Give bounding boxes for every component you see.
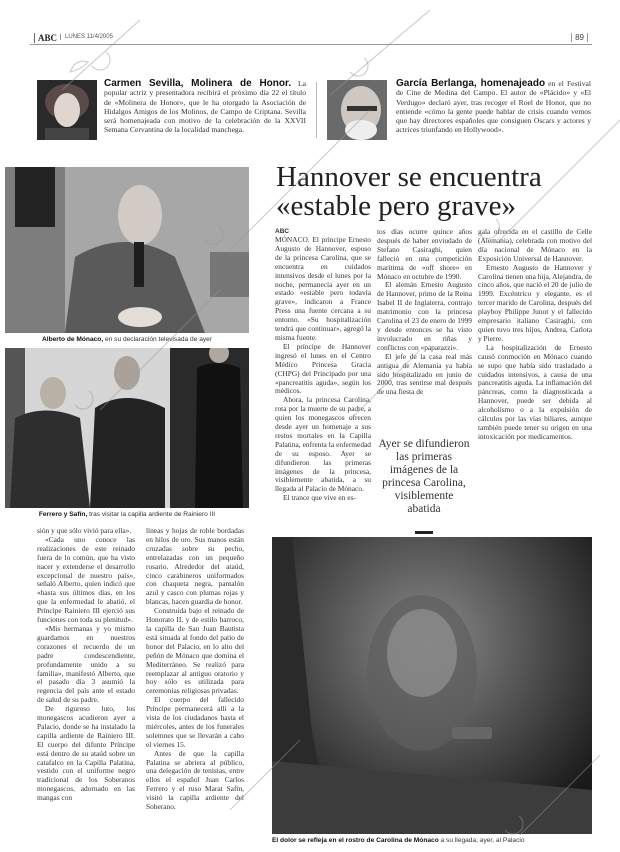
- paragraph: MÓNACO. El príncipe Ernesto Augusto de Hannover, esposo de la princesa Carolina, que se encuentra en cuidados intensivos desde el lunes por la noche, permanecía ayer en un estado «estable pero todavía grave», indicaron a France Press una fuente cercana a su entorno. «Su hospitalización tendrá que continuar», agregó la misma fuente.: [275, 235, 371, 342]
- article-column-2: [377, 228, 472, 397]
- paragraph: Ahora, la princesa Carolina, rota por la muerte de su padre, a quien los monegascos ofrecen desde ayer un homenaje a sus restos mortales en la Capilla Palatina, enfrenta la enfermedad de su esposo. Ayer se difundieron las primeras imágenes de la princesa, visiblemente abatida, a su llegada al Palacio de Mónaco.: [275, 395, 371, 494]
- headline: Hannover se encuentra «estable pero grave»: [276, 161, 542, 222]
- pull-quote-rule: [415, 531, 433, 534]
- brief-title: García Berlanga, homenajeado: [396, 78, 546, 89]
- ferrero-safin-photo: [5, 348, 249, 508]
- brief-garcia-berlanga: [396, 79, 591, 135]
- paragraph: El trance que vive en es-: [283, 493, 356, 503]
- paragraph: Antes de que la capilla Palatina se abriera al público, una delegación de tenistas, entre ellos el español Juan Carlos Ferrero y el ruso Marat Safin, visitó la capilla ardiente del Soberano.: [146, 748, 244, 812]
- brief-carmen-sevilla: [104, 79, 306, 135]
- paragraph: gala ofrecida en el castillo de Celle (Alemania), celebrada con motivo del día nacional de Mónaco en la Exposición Universal de Hannover.: [478, 227, 592, 263]
- issue-date: LUNES 11/4/2005: [60, 34, 113, 40]
- paragraph: La hospitalización de Ernesto causó conmoción en Mónaco cuando se supo que había sido trasladado a cuidados intensivos, a causa de una pancreatitis aguda. La inflamación del páncreas, como la diagnosticada a Hannover, puede ser debida al alcoholismo o a la expulsión de cálculos por las vías biliares, aunque también puede tener su origen en una intoxicación por medicamentos.: [478, 342, 592, 441]
- paragraph: Construida bajo el reinado de Honorato II, y de estilo barroco, la capilla de San Juan Bautista está situada al fondo del patio de honor del Palacio, en lo alto del peñón de Mónaco que domina el Mediterráneo. Se realizó para reemplazar al antiguo oratorio y hoy sólo es utilizada para ceremonias religiosas privadas.: [146, 606, 244, 696]
- paragraph: El alemán Ernesto Augusto de Hannover, primo de la Reina Isabel II de Inglaterra, contrajo matrimonio con la princesa Carolina el 23 de enero de 1999 y desde entonces se ha visto involucrado en riñas y conflictos con «paparazzi».: [377, 280, 472, 352]
- carolina-caption: El dolor se refleja en el rostro de Carolina de Mónaco a su llegada, ayer, al Palacio: [272, 837, 525, 844]
- garcia-berlanga-photo: [327, 80, 387, 140]
- ferrero-safin-caption: Ferrero y Safín, tras visitar la capilla ardiente de Rainiero III: [38, 511, 216, 518]
- alberto-photo: [5, 167, 249, 333]
- alberto-caption: Alberto de Mónaco, en su declaración televisada de ayer: [41, 336, 213, 343]
- page-header: [30, 33, 592, 45]
- paragraph: El príncipe de Hannover ingresó el lunes en el Centro Médico Princesa Gracia (CHPG) del Principado por una «pancreatitis aguda», según los médicos.: [275, 341, 371, 396]
- article-column-1: [275, 228, 371, 503]
- paragraph: sión y que sólo vivió para ella».: [37, 526, 132, 535]
- paragraph: líneas y hojas de roble bordadas en hilos de oro. Sus manos están cruzadas sobre su pecho, entrelazadas con un pequeño rosario. Alrededor del ataúd, cinco carabineros uniformados con chaqueta negra, pantalón azul y casco con plumas rojas y blancas, hacen guardia de honor.: [146, 526, 244, 607]
- paragraph: «Mis hermanas y yo mismo guardamos en nuestros corazones el recuerdo de un padre condescendiente, profundamente unido a su familia», manifestó Alberto, que el pasado día 3 asumió la regencia del país ante el estado de salud de su padre.: [37, 623, 135, 705]
- paragraph: El jefe de la casa real más antigua de Alemania ya había sido hospitalizado en junio de 2000, tras sentirse mal después de una fiesta de: [377, 351, 472, 397]
- brief-title: Carmen Sevilla, Molinera de Honor.: [104, 78, 292, 89]
- paragraph: «Cada uno conoce las realizaciones de este reinado fuera de lo común, que ha visto nacer y extenderse el desarrollo excepcional de nuestro país», señaló Alberto, quien indicó que «hasta sus últimos días, en los que la enfermedad le abatió, el Príncipe Rainiero III ejerció sus funciones con toda su plenitud».: [37, 534, 135, 625]
- page-number: 89: [571, 33, 588, 42]
- newspaper-logo: ABC: [34, 33, 57, 43]
- brief-body: en el Festival de Cine de Medina del Campo. El autor de «Plácido» y «El Verdugo» declaró ayer, tras recoger el Roel de Honor, que no entiende «cómo la gente puede hablar de crisis cuando vemos que hay directores españoles que consiguen Oscars y actores y actrices triunfando en Hollywood».: [396, 79, 592, 135]
- brief-divider: [316, 82, 317, 138]
- carolina-photo: [272, 537, 592, 834]
- pull-quote: Ayer se difundieron las primeras imágenes de la princesa Carolina, visiblemente abatida: [378, 438, 470, 515]
- rainiero-column-b: [146, 527, 244, 812]
- paragraph: tos días ocurre quince años después de haber enviudado de Stefano Casiraghi, quien falleció en una competición marítima de «off shore» en Mónaco en octubre de 1990.: [377, 227, 472, 281]
- article-column-3: [478, 228, 592, 442]
- byline: ABC: [275, 228, 290, 235]
- rainiero-column-a: [37, 527, 135, 803]
- paragraph: Ernesto Augusto de Hannover y Carolina tienen una hija, Alejandra, de cinco años, que nació el 20 de julio de 1999. Excéntrico y elegante, es el tercer marido de Carolina, después del playboy Philippe Junot y el fallecido empresario italiano Casiraghi, con quien tuvo tres hijos, Andrea, Carlota y Pierre.: [478, 262, 592, 343]
- carmen-sevilla-photo: [37, 80, 97, 140]
- paragraph: De riguroso luto, los monegascos acudieron ayer a Palacio, donde se ha instalado la capilla ardiente de Rainiero III. El cuerpo del difunto Príncipe está dentro de su ataúd sobre un catafalco en la Capilla Palatina, vestido con el uniforme negro tradicional de los Soberanos monegascos, adornado en las mangas con: [37, 704, 135, 803]
- paragraph: El cuerpo del fallecido Príncipe permanecerá allí a la vista de los ciudadanos hasta el miércoles, antes de los funerales solemnes que se llevarán a cabo el viernes 15.: [146, 695, 244, 749]
- brief-body: La popular actriz y presentadora recibirá el próximo día 22 el título de «Molinera de Honor», que le ha otorgado la Asociación de Hidalgos Amigos de los Molinos, de Campo de Criptana. Sevilla será homenajeada con motivo de la celebración de la XXVII Semana Cervantina de la localidad manchega.: [104, 79, 306, 135]
